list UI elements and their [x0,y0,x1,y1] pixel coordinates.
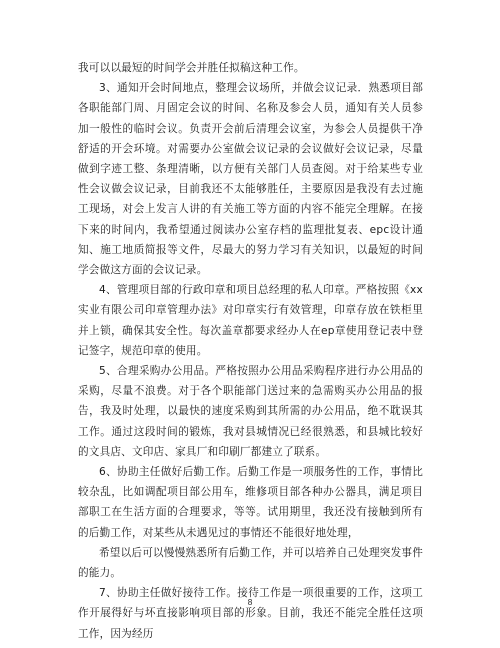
paragraph-item-6: 6、协助主任做好后勤工作。后勤工作是一项服务性的工作，事情比较杂乱，比如调配项目部公用车，维修项目部各种办公器具，满足项目部职工在生活方面的合理要求，等等。试用期里，我还没有接触到所有的后勤工作，对某些从未遇见过的事情还不能很好地处理， [78,466,423,539]
paragraph-item-3: 3、通知开会时间地点，整理会议场所，并做会议记录．熟悉项目部各职能部门周、月固定会议的时间、名称及参会人员，通知有关人员参加一般性的临时会议。负责开会前后清理会议室，为参会人员提供干净舒适的开会环境。对需要办公室做会议记录的会议做好会议记录，尽量做到字迹工整、条理清晰，以方便有关部门人员查阅。对于给某些专业性会议做会议记录，目前我还不太能够胜任，主要原因是我没有去过施工现场，对会上发言人讲的有关施工等方面的内容不能完全理解。在接下来的时间内，我希望通过阅读办公室存档的监理批复表、epc设计通知、施工地质简报等文件，尽最大的努力学习有关知识，以最短的时间学会做这方面的会议记录。 [78,82,423,277]
paragraph-1: 我可以以最短的时间学会并胜任拟稿这种工作。 [78,62,305,74]
paragraph-item-7: 7、协助主任做好接待工作。接待工作是一项很重要的工作，这项工作开展得好与坏直接影响项目部的形象。目前，我还不能完全胜任这项工作，因为经历 [78,587,423,640]
paragraph-item-6-continued: 希望以后可以慢慢熟悉所有后勤工作，并可以培养自己处理突发事件的能力。 [78,546,423,580]
page-number: 8 [247,598,253,607]
document-body [78,58,423,644]
paragraph-item-4: 4、管理项目部的行政印章和项目总经理的私人印章。严格按照《xx实业有限公司印章管理办法》对印章实行有效管理，印章存放在铁柜里并上锁，确保其安全性。每次盖章都要求经办人在ep章使用登记表中登记签字，规范印章的使用。 [78,284,423,357]
paragraph-item-5: 5、合理采购办公用品。严格按照办公用品采购程序进行办公用品的采购，尽量不浪费。对于各个职能部门送过来的急需购买办公用品的报告，我及时处理，以最快的速度采购到其所需的办公用品，绝不耽误其工作。通过这段时间的锻炼，我对县城情况已经很熟悉，和县城比较好的文具店、文印店、家具厂和印刷厂都建立了联系。 [78,365,423,458]
